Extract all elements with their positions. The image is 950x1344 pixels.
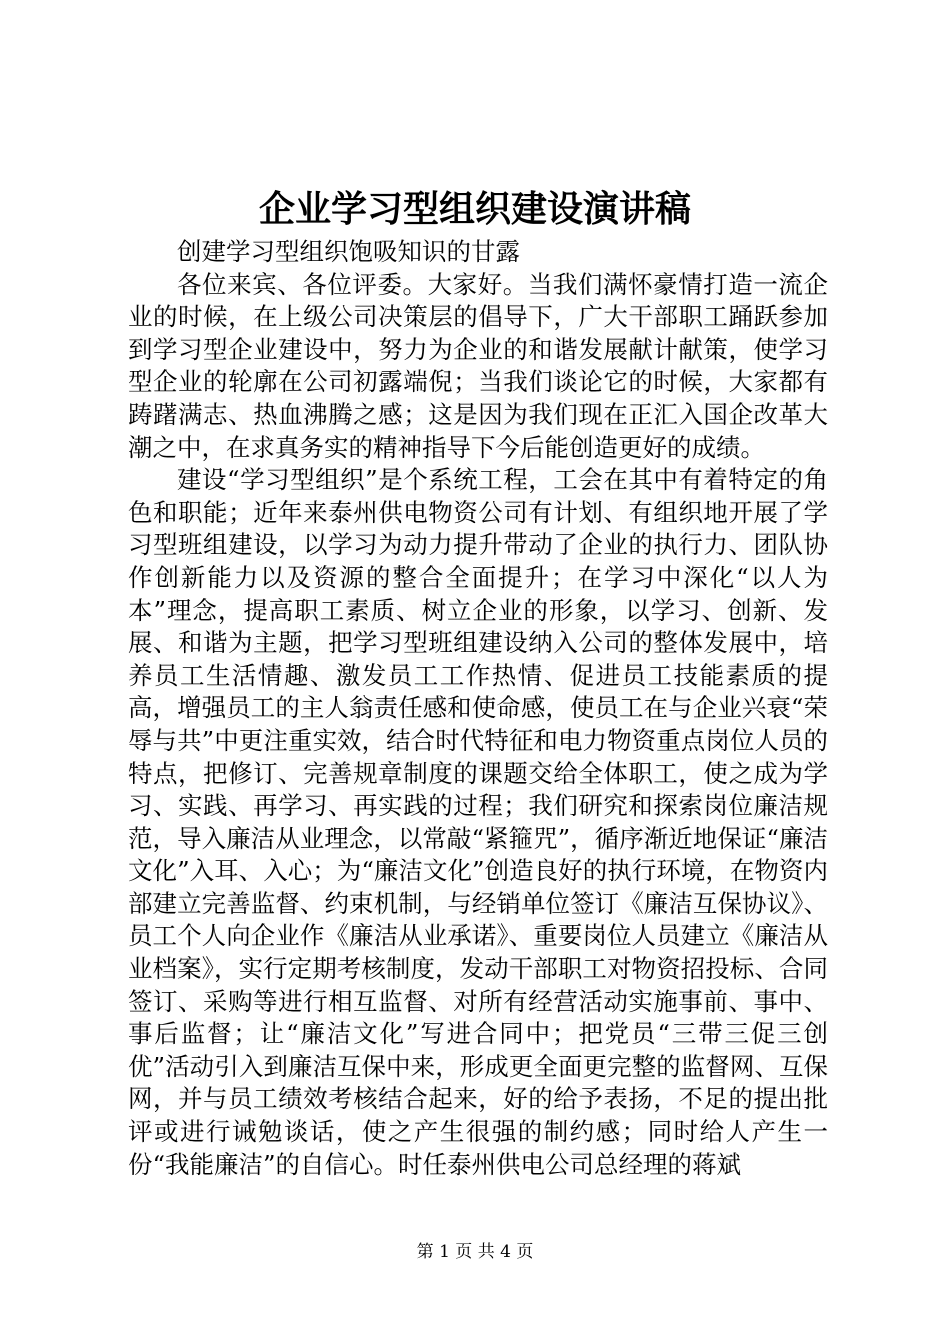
- document-title: 企业学习型组织建设演讲稿: [258, 188, 691, 230]
- subtitle-paragraph: 创建学习型组织饱吸知识的甘露: [177, 237, 520, 266]
- page-footer: 第 1 页 共 4 页: [416, 1242, 534, 1262]
- document-body: [128, 236, 828, 1181]
- body-paragraph: 建设“学习型组织”是个系统工程，工会在其中有着特定的角色和职能；近年来泰州供电物资公司有计划、有组织地开展了学习型班组建设，以学习为动力提升带动了企业的执行力、团队协作创新能力以及资源的整合全面提升；在学习中深化“以人为本”理念，提高职工素质、树立企业的形象，以学习、创新、发展、和谐为主题，把学习型班组建设纳入公司的整体发展中，培养员工生活情趣、激发员工工作热情、促进员工技能素质的提高，增强员工的主人翁责任感和使命感，使员工在与企业兴衰“荣辱与共”中更注重实效，结合时代特征和电力物资重点岗位人员的特点，把修订、完善规章制度的课题交给全体职工，使之成为学习、实践、再学习、再实践的过程；我们研究和探索岗位廉洁规范，导入廉洁从业理念，以常敲“紧箍咒”，循序渐近地保证“廉洁文化”入耳、入心；为“廉洁文化”创造良好的执行环境，在物资内部建立完善监督、约束机制，与经销单位签订《廉洁互保协议》、员工个人向企业作《廉洁从业承诺》、重要岗位人员建立《廉洁从业档案》，实行定期考核制度，发动干部职工对物资招投标、合同签订、采购等进行相互监督、对所有经营活动实施事前、事中、事后监督；让“廉洁文化”写进合同中；把党员“三带三促三创优”活动引入到廉洁互保中来，形成更全面更完整的监督网、互保网，并与员工绩效考核结合起来，好的给予表扬，不足的提出批评或进行诫勉谈话，使之产生很强的制约感；同时给人产生一份“我能廉洁”的自信心。时任泰州供电公司总经理的蒋斌: [128, 465, 828, 1179]
- body-paragraph: 各位来宾、各位评委。大家好。当我们满怀豪情打造一流企业的时候，在上级公司决策层的倡导下，广大干部职工踊跃参加到学习型企业建设中，努力为企业的和谐发展献计献策，使学习型企业的轮廓在公司初露端倪；当我们谈论它的时候，大家都有踌躇满志、热血沸腾之感；这是因为我们现在正汇入国企改革大潮之中，在求真务实的精神指导下今后能创造更好的成绩。: [128, 269, 828, 462]
